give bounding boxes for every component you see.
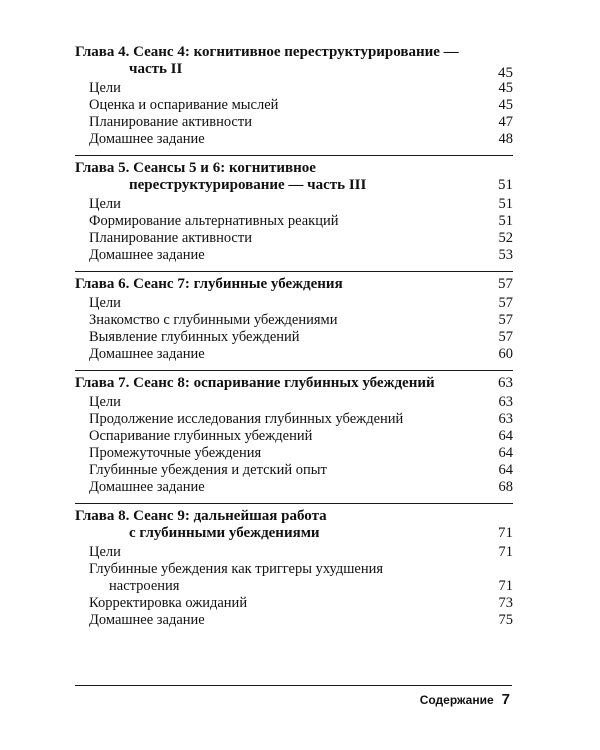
toc-entry[interactable] xyxy=(75,114,513,131)
toc-entry-label: Глубинные убеждения и детский опыт xyxy=(89,462,327,478)
toc-entry[interactable] xyxy=(75,80,513,97)
toc-entry-page: 71 xyxy=(498,544,513,560)
toc-entry-page: 64 xyxy=(498,445,513,461)
toc-entry-page: 45 xyxy=(498,97,513,113)
toc-entry[interactable] xyxy=(75,561,513,595)
toc-entry-page: 73 xyxy=(498,595,513,611)
chapter-title[interactable] xyxy=(75,44,513,78)
toc-entry-label: Продолжение исследования глубинных убеждений xyxy=(89,411,404,427)
footer-rule xyxy=(75,685,512,686)
toc-entry-page: 57 xyxy=(498,312,513,328)
toc-entry-page: 51 xyxy=(498,196,513,212)
toc-entry-label: Цели xyxy=(89,196,121,212)
toc-entry[interactable] xyxy=(75,213,513,230)
toc-entry-label: Планирование активности xyxy=(89,114,252,130)
toc-entry-label: Формирование альтернативных реакций xyxy=(89,213,339,229)
toc-entry-page: 60 xyxy=(498,346,513,362)
toc-entry-label: Оценка и оспаривание мыслей xyxy=(89,97,279,113)
chapter-title[interactable] xyxy=(75,375,513,392)
chapter-4 xyxy=(75,44,513,148)
toc-entry-page: 52 xyxy=(498,230,513,246)
table-of-contents xyxy=(75,44,513,636)
toc-entry-label: Выявление глубинных убеждений xyxy=(89,329,300,345)
toc-entry-label: Домашнее задание xyxy=(89,131,205,147)
toc-entry-page: 63 xyxy=(498,394,513,410)
toc-entry[interactable] xyxy=(75,196,513,213)
toc-entry-label: Цели xyxy=(89,295,121,311)
toc-entry-page: 45 xyxy=(498,80,513,96)
toc-entry-label: Знакомство с глубинными убеждениями xyxy=(89,312,338,328)
chapter-title-line1: Глава 7. Сеанс 8: оспаривание глубинных убеждений xyxy=(75,375,435,391)
footer-section-title: Содержание xyxy=(419,693,494,707)
toc-entry[interactable] xyxy=(75,312,513,329)
chapter-page-number: 51 xyxy=(498,177,513,193)
toc-entry[interactable] xyxy=(75,445,513,462)
chapter-title-line1: Глава 8. Сеанс 9: дальнейшая работа xyxy=(75,508,327,524)
toc-entry-label: Домашнее задание xyxy=(89,612,205,628)
toc-entry-label: Глубинные убеждения как триггеры ухудшения xyxy=(89,561,384,577)
toc-entry[interactable] xyxy=(75,131,513,148)
toc-entry-label-line2: настроения xyxy=(109,578,180,594)
chapter-page-number: 71 xyxy=(498,525,513,541)
toc-entry[interactable] xyxy=(75,462,513,479)
chapter-title-line1: Глава 4. Сеанс 4: когнитивное переструктурирование — xyxy=(75,44,459,60)
toc-entry[interactable] xyxy=(75,230,513,247)
chapter-page-number: 63 xyxy=(498,375,513,391)
toc-entry-label: Домашнее задание xyxy=(89,247,205,263)
toc-entry[interactable] xyxy=(75,329,513,346)
chapter-title-line1: Глава 5. Сеансы 5 и 6: когнитивное xyxy=(75,160,316,176)
toc-entry[interactable] xyxy=(75,247,513,264)
chapter-page-number: 45 xyxy=(498,65,513,81)
toc-entry-page: 63 xyxy=(498,411,513,427)
toc-entry[interactable] xyxy=(75,295,513,312)
toc-entry-page: 75 xyxy=(498,612,513,628)
toc-entry-page: 57 xyxy=(498,329,513,345)
toc-entry-label: Домашнее задание xyxy=(89,346,205,362)
toc-entry-page: 71 xyxy=(498,578,513,594)
page-footer xyxy=(420,691,510,708)
chapter-title[interactable] xyxy=(75,160,513,194)
toc-entry[interactable] xyxy=(75,595,513,612)
chapter-title-line2: часть II xyxy=(129,61,183,77)
toc-entry-page: 64 xyxy=(498,428,513,444)
toc-entry-label: Цели xyxy=(89,544,121,560)
toc-entry[interactable] xyxy=(75,544,513,561)
chapter-7 xyxy=(75,370,513,496)
chapter-5 xyxy=(75,155,513,264)
toc-entry-page: 47 xyxy=(498,114,513,130)
chapter-6 xyxy=(75,271,513,363)
chapter-8 xyxy=(75,503,513,629)
toc-entry-label: Домашнее задание xyxy=(89,479,205,495)
toc-entry-page: 48 xyxy=(498,131,513,147)
toc-entry[interactable] xyxy=(75,612,513,629)
chapter-title-line2: с глубинными убеждениями xyxy=(129,525,320,541)
toc-entry[interactable] xyxy=(75,394,513,411)
toc-entry-label: Оспаривание глубинных убеждений xyxy=(89,428,313,444)
toc-entry-page: 57 xyxy=(498,295,513,311)
toc-entry-label: Цели xyxy=(89,394,121,410)
toc-entry[interactable] xyxy=(75,97,513,114)
toc-entry-label: Планирование активности xyxy=(89,230,252,246)
chapter-title-line2: переструктурирование — часть III xyxy=(129,177,367,193)
toc-entry-page: 68 xyxy=(498,479,513,495)
toc-entry-label: Промежуточные убеждения xyxy=(89,445,262,461)
toc-entry-label: Корректировка ожиданий xyxy=(89,595,248,611)
toc-entry[interactable] xyxy=(75,479,513,496)
chapter-page-number: 57 xyxy=(498,276,513,292)
chapter-title[interactable] xyxy=(75,276,513,293)
chapter-title-line1: Глава 6. Сеанс 7: глубинные убеждения xyxy=(75,276,343,292)
footer-page-number: 7 xyxy=(501,691,510,708)
toc-entry[interactable] xyxy=(75,346,513,363)
toc-entry[interactable] xyxy=(75,428,513,445)
chapter-title[interactable] xyxy=(75,508,513,542)
toc-entry-label: Цели xyxy=(89,80,121,96)
toc-entry-page: 64 xyxy=(498,462,513,478)
toc-entry-page: 51 xyxy=(498,213,513,229)
toc-entry-page: 53 xyxy=(498,247,513,263)
toc-entry[interactable] xyxy=(75,411,513,428)
